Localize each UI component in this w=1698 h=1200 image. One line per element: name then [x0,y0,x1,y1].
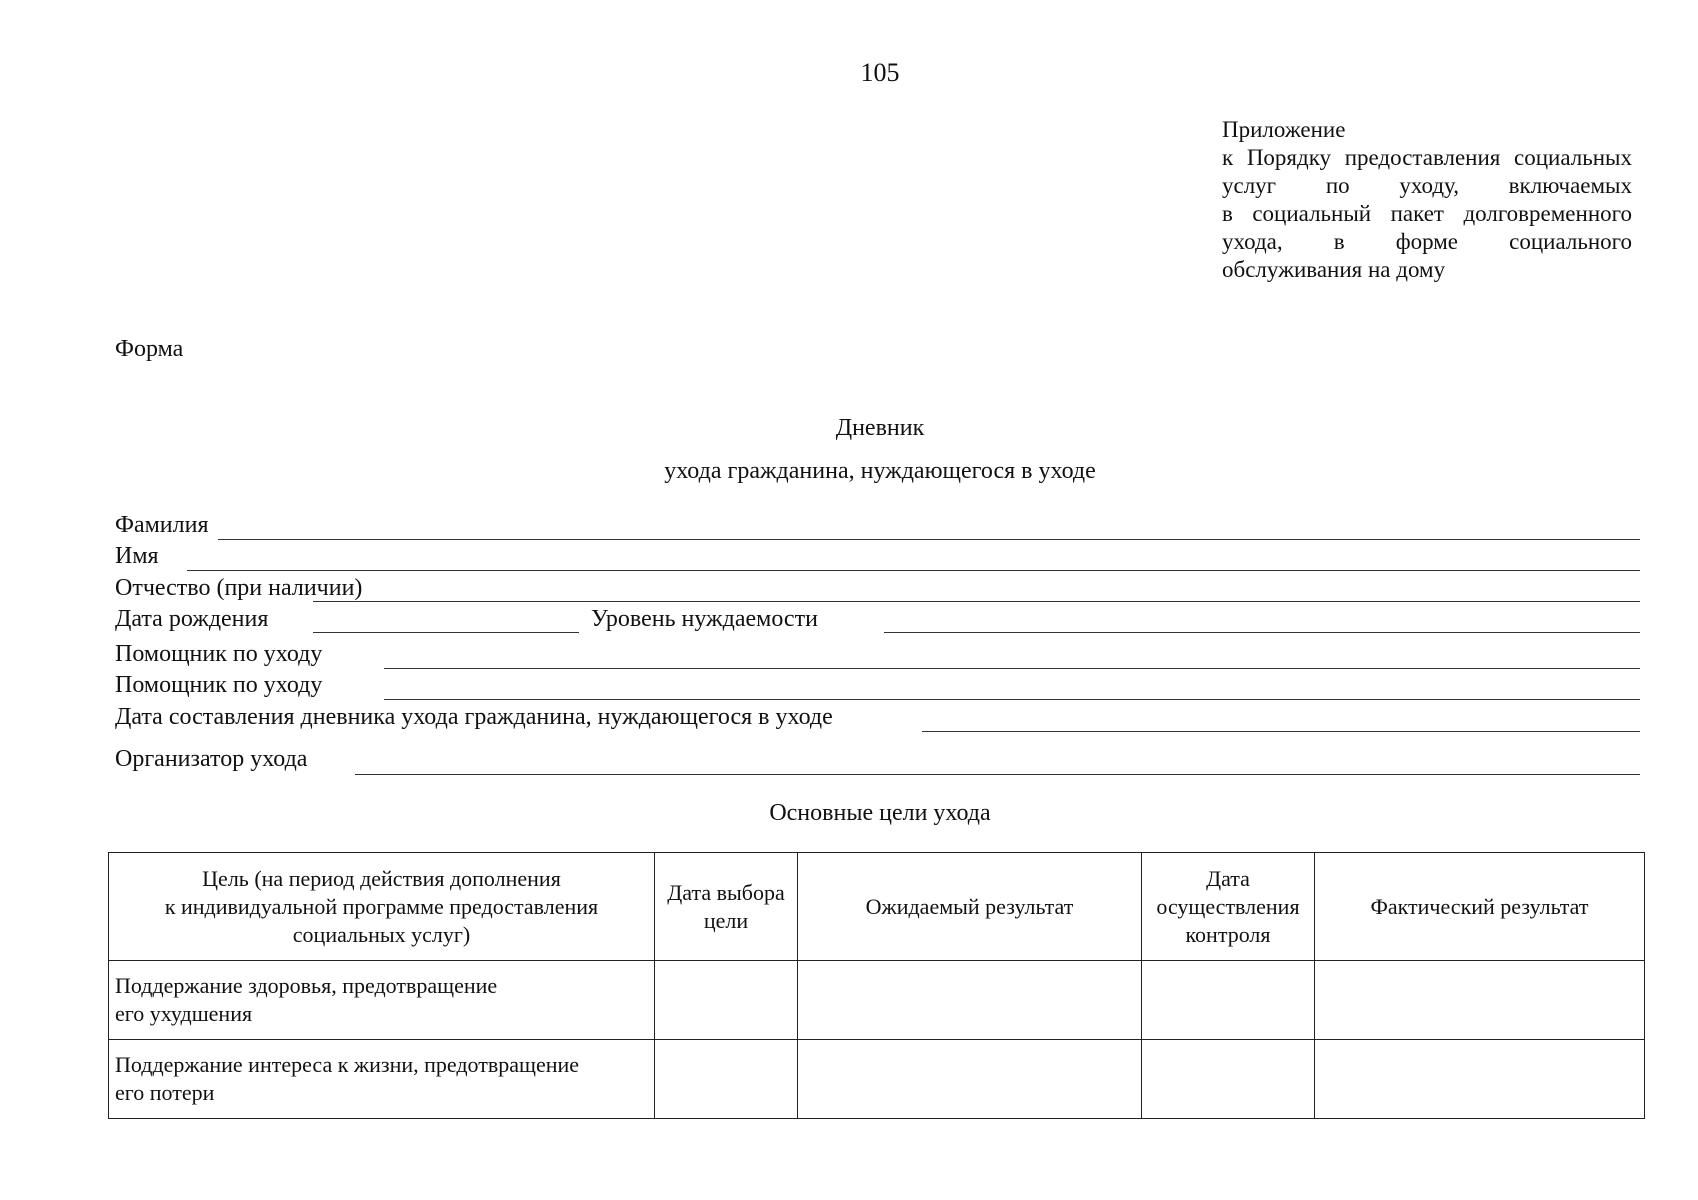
goal-cell: Поддержание здоровья, предотвращение его ухудшения [109,961,655,1040]
patronymic-field[interactable] [313,601,1640,602]
actual-result-cell[interactable] [1315,961,1645,1040]
actual-result-cell[interactable] [1315,1040,1645,1119]
goal-date-cell[interactable] [655,1040,798,1119]
assistant-field[interactable] [384,668,1640,669]
patronymic-label: Отчество (при наличии) [115,575,363,601]
actual-result-column-header: Фактический результат [1315,853,1645,961]
control-date-cell[interactable] [1142,1040,1315,1119]
birth-date-field[interactable] [313,632,579,633]
organizer-label: Организатор ухода [115,746,308,772]
appendix-block [1222,116,1632,284]
name-field[interactable] [187,570,1640,571]
need-level-label: Уровень нуждаемости [591,606,818,632]
goals-table [108,852,1645,1119]
appendix-line: Приложение [1222,117,1346,142]
appendix-line: услуг по уходу, включаемых [1222,173,1632,198]
birth-date-label: Дата рождения [115,606,269,632]
goals-section-title: Основные цели ухода [769,800,991,826]
table-row [109,1040,1645,1119]
diary-date-field[interactable] [922,731,1640,732]
organizer-field[interactable] [355,774,1640,775]
control-date-column-header: Дата осуществления контроля [1142,853,1315,961]
surname-field[interactable] [218,539,1640,540]
expected-result-cell[interactable] [798,1040,1142,1119]
appendix-line: обслуживания на дому [1222,257,1446,282]
table-row [109,961,1645,1040]
form-label: Форма [115,336,184,362]
need-level-field[interactable] [884,632,1640,633]
goal-date-column-header: Дата выбора цели [655,853,798,961]
goal-cell: Поддержание интереса к жизни, предотвращение его потери [109,1040,655,1119]
goal-date-cell[interactable] [655,961,798,1040]
appendix-line: ухода, в форме социального [1222,229,1632,254]
diary-subtitle: ухода гражданина, нуждающегося в уходе [664,458,1096,484]
name-label: Имя [115,543,159,569]
expected-result-column-header: Ожидаемый результат [798,853,1142,961]
assistant-label: Помощник по уходу [115,641,323,667]
surname-label: Фамилия [115,512,209,538]
expected-result-cell[interactable] [798,961,1142,1040]
diary-date-label: Дата составления дневника ухода гражданина, нуждающегося в уходе [115,704,833,730]
goal-column-header: Цель (на период действия дополнения к индивидуальной программе предоставления социальных услуг) [109,853,655,961]
appendix-line: к Порядку предоставления социальных [1222,145,1632,170]
assistant-field[interactable] [384,699,1640,700]
assistant-label: Помощник по уходу [115,672,323,698]
table-header-row [109,853,1645,961]
page-number: 105 [860,58,900,87]
appendix-line: в социальный пакет долговременного [1222,201,1632,226]
control-date-cell[interactable] [1142,961,1315,1040]
diary-title: Дневник [835,415,925,441]
